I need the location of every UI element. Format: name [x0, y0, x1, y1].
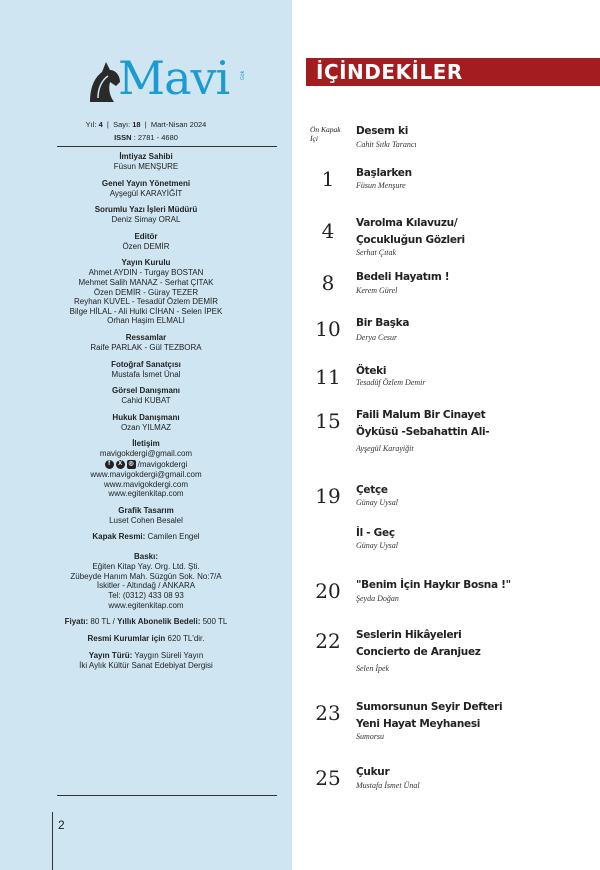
- staff-baski: Baskı: Eğiten Kitap Yay. Org. Ltd. Şti. Zübeyde Hanım Mah. Süzgün Sok. No:7/A İskitler - Altındağ / ANKARA Tel: (0312) 433 08 93 www.egitenkitap.com: [70, 552, 222, 610]
- toc-entry-title: Çetçe: [356, 484, 388, 496]
- toc-entry-title: Seslerin Hikâyeleri Concierto de Aranjuez: [356, 629, 481, 658]
- toc-entry-author: Serhat Çıtak: [356, 248, 397, 257]
- toc-page: 20: [315, 579, 341, 603]
- toc-entry-author: Mustafa İsmet Ünal: [356, 781, 420, 790]
- publication-type: Yayın Türü: Yaygın Süreli Yayın İki Aylık Kültür Sanat Edebiyat Dergisi: [79, 651, 213, 671]
- social-handle[interactable]: /mavigokdergi: [137, 459, 188, 469]
- institution-price: Resmi Kurumlar için 620 TL'dir.: [87, 634, 205, 644]
- x-icon[interactable]: X: [116, 460, 125, 469]
- staff-yayin-kurulu: Yayın Kurulu Ahmet AYDIN - Turgay BOSTAN Mehmet Salih MANAZ - Serhat ÇITAK Özen DEMİR - Güray TEZER Reyhan KUVEL - Tesadüf Özlem DEMİR Bilge HİLAL - Ali Hulki CİHAN - Selen İPEK Orhan Haşim ELMALI: [69, 258, 223, 326]
- staff-list: [0, 152, 292, 678]
- toc-page: 8: [321, 271, 335, 295]
- staff-imtiyaz: İmtiyaz Sahibi Füsun MENŞURE: [113, 152, 179, 171]
- toc-page: 4: [321, 219, 335, 243]
- toc-entry-author: Günay Uysal: [356, 498, 398, 507]
- divider: [57, 795, 277, 796]
- toc-entry-title: Bir Başka: [356, 317, 410, 329]
- price-line: Fiyatı: 80 TL / Yıllık Abonelik Bedeli: 500 TL: [64, 617, 228, 627]
- toc-page: 11: [315, 365, 341, 389]
- toc-entry-title: Başlarken: [356, 167, 412, 179]
- toc-page: Ön Kapak İçi: [310, 125, 341, 143]
- toc-entry-author: Ayşegül Karayiğit: [356, 444, 414, 453]
- divider: [57, 146, 277, 147]
- toc-page: 25: [315, 766, 341, 790]
- staff-hukuk: Hukuk Danışmanı Ozan YILMAZ: [112, 412, 180, 432]
- contact-link[interactable]: www.mavigokdergi.com: [103, 479, 189, 489]
- masthead-panel: [0, 0, 292, 870]
- staff-fotograf: Fotoğraf Sanatçısı Mustafa İsmet Ünal: [111, 359, 181, 379]
- toc-entry-author: Selen İpek: [356, 664, 390, 673]
- facebook-icon[interactable]: f: [105, 460, 114, 469]
- contact-email[interactable]: mavigokdergi@gmail.com: [99, 449, 193, 459]
- social-row: [0, 459, 292, 470]
- toc-entry-title: "Benim İçin Haykır Bosna !": [356, 579, 511, 591]
- logo-subtext: Gök: [240, 70, 246, 80]
- toc-page: 19: [315, 484, 341, 508]
- magazine-logo: [84, 51, 254, 112]
- staff-genel-yayin: Genel Yayın Yönetmeni Ayşegül KARAYİĞİT: [101, 178, 191, 198]
- staff-sorumlu: Sorumlu Yazı İşleri Müdürü Deniz Simay ORAL: [94, 205, 198, 225]
- toc-title-bar: [306, 58, 600, 86]
- toc-page: 15: [315, 409, 341, 433]
- contact-link[interactable]: www.egitenkitap.com: [108, 489, 184, 499]
- instagram-icon[interactable]: ◎: [128, 460, 134, 467]
- staff-iletisim: İletişim mavigokdergi@gmail.com f X ◎ /mavigokdergi www.mavigokdergi@gmail.com www.mavigokdergi.com www.egitenkitap.com: [0, 439, 292, 498]
- toc-page: 22: [315, 629, 341, 653]
- toc-entry-title: İl - Geç: [356, 527, 395, 539]
- toc-entry-author: Şeyda Doğan: [356, 594, 399, 603]
- toc-entry-title: Öteki: [356, 365, 387, 377]
- toc-entry-title: Varolma Kılavuzu/ Çocukluğun Gözleri: [356, 217, 465, 246]
- toc-page: 1: [321, 167, 335, 191]
- toc-entry-title: Faili Malum Bir Cinayet Öyküsü -Sebahattin Ali-: [356, 409, 490, 438]
- toc-entry-author: Kerem Gürel: [356, 286, 398, 295]
- toc-entry-title: Çukur: [356, 766, 390, 778]
- issue-line: Yıl: 4 | Sayı: 18 | Mart-Nisan 2024: [85, 120, 207, 129]
- toc-entry-title: Sumorsunun Seyir Defteri Yeni Hayat Meyhanesi: [356, 701, 503, 730]
- page-number: 2: [58, 818, 65, 832]
- staff-editor: Editör Özen DEMİR: [122, 231, 170, 251]
- toc-title: İÇİNDEKİLER: [316, 60, 463, 84]
- toc-entry-author: Derya Cesur: [356, 333, 398, 342]
- toc-entry-author: Sumorsu: [356, 732, 385, 741]
- issn-line: ISSN : 2781 - 4680: [114, 133, 178, 142]
- logo-wordmark: Mavi: [118, 51, 230, 105]
- toc-page: 23: [315, 701, 341, 725]
- toc-entry-author: Tesadüf Özlem Demir: [356, 378, 426, 387]
- toc-entry-title: Desem ki: [356, 125, 408, 137]
- page-number-bar: [52, 812, 53, 870]
- staff-ressamlar: Ressamlar Raife PARLAK - Gül TEZBORA: [90, 332, 202, 352]
- staff-gorsel: Görsel Danışmanı Cahid KUBAT: [111, 386, 181, 406]
- toc-entry-author: Füsun Menşure: [356, 181, 406, 190]
- toc-entry-author: Cahit Sıtkı Tarancı: [356, 140, 417, 149]
- toc-entry-title: Bedeli Hayatım !: [356, 271, 450, 283]
- staff-grafik: Grafik Tasarım Luset Cohen Besalel: [109, 505, 183, 525]
- toc-page: 10: [315, 317, 341, 341]
- contact-link[interactable]: www.mavigokdergi@gmail.com: [90, 469, 202, 479]
- toc-entry-author: Günay Uysal: [356, 541, 398, 550]
- staff-kapak: Kapak Resmi: Camilen Engel: [92, 532, 200, 542]
